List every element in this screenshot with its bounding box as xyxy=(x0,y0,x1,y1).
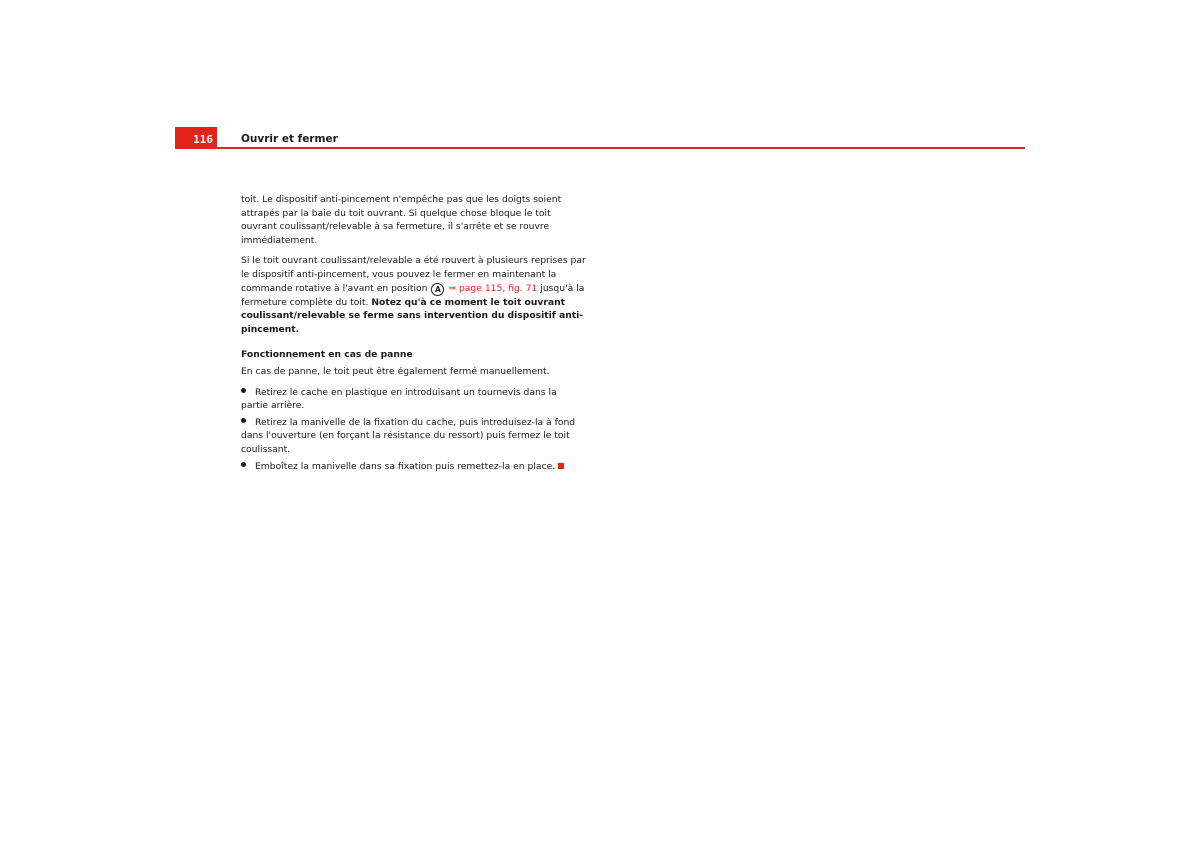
list-item-text: Emboîtez la manivelle dans sa fixation puis remettez-la en place. xyxy=(255,460,556,472)
page-body xyxy=(241,193,586,476)
bullet-icon xyxy=(241,418,246,423)
paragraph-text: jusqu'à la fermeture complète du toit. xyxy=(241,282,585,308)
list-item xyxy=(241,460,586,474)
list-item-text: Retirez le cache en plastique en introduisant un tournevis dans la partie arrière. xyxy=(241,386,557,412)
warning-note: Notez qu'à ce moment le toit ouvrant coulissant/relevable se ferme sans intervention du dispositif anti-pincement. xyxy=(241,296,584,335)
cross-reference-link[interactable]: ⇒ page 115, fig. 71 xyxy=(448,282,538,294)
paragraph xyxy=(241,254,586,336)
bullet-icon xyxy=(241,462,246,467)
header-divider xyxy=(175,147,1025,149)
paragraph: toit. Le dispositif anti-pincement n'empêche pas que les doigts soient attrapés par la baie du toit ouvrant. Si quelque chose bloque le toit ouvrant coulissant/relevable à sa fermeture, il s'arrête et se rouvre immédiatement. xyxy=(241,194,562,246)
section-end-icon xyxy=(558,463,564,469)
paragraph: En cas de panne, le toit peut être également fermé manuellement. xyxy=(241,365,550,377)
page-number: 116 xyxy=(193,133,213,146)
position-a-marker-icon: A xyxy=(431,283,444,296)
bullet-icon xyxy=(241,388,246,393)
list-item-text: Retirez la manivelle de la fixation du cache, puis introduisez-la à fond dans l'ouverture (en forçant la résistance du ressort) puis fermez le toit coulissant. xyxy=(241,416,576,455)
list-item xyxy=(241,386,586,413)
chapter-title: Ouvrir et fermer xyxy=(241,133,338,145)
paragraph-text: Si le toit ouvrant coulissant/relevable a été rouvert à plusieurs reprises par le dispositif anti-pincement, vous pouvez le fermer en maintenant la commande rotative à l'avant en position xyxy=(241,255,586,294)
list-item xyxy=(241,416,586,457)
section-subheading: Fonctionnement en cas de panne xyxy=(241,349,413,361)
page-number-badge xyxy=(175,127,217,148)
